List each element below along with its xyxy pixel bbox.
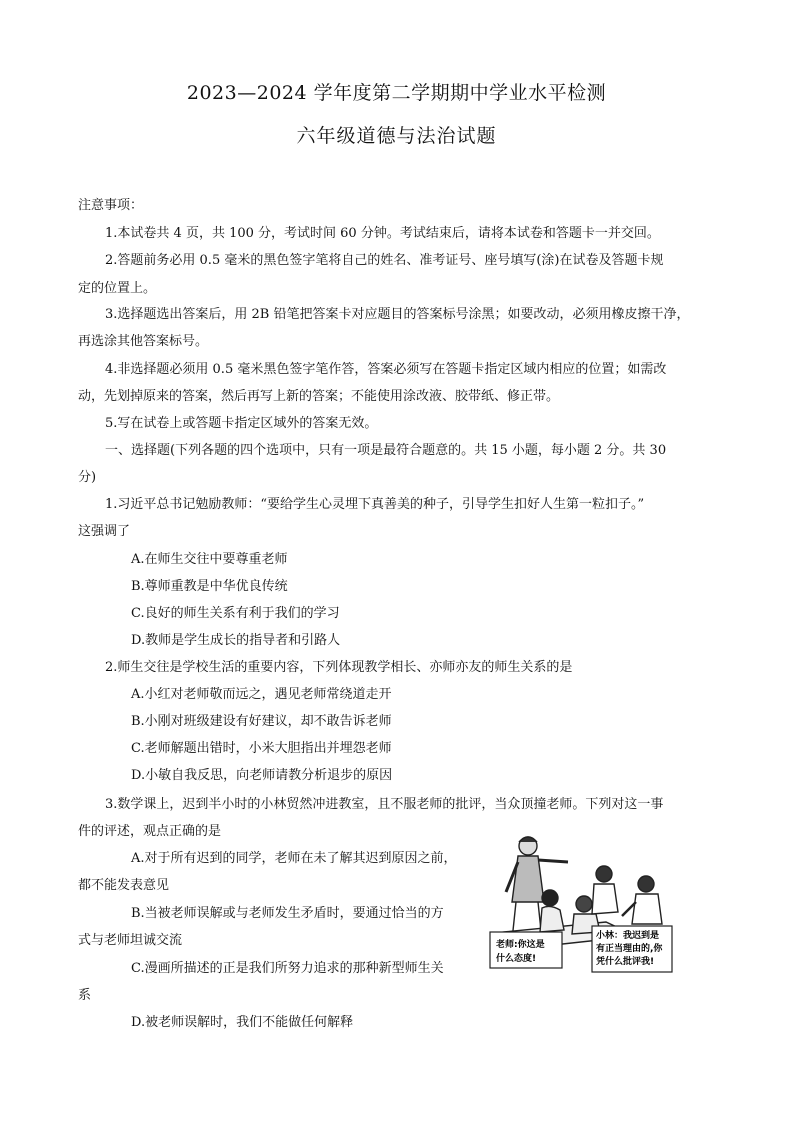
- notice-item-3-line-1: 3.选择题选出答案后，用 2B 铅笔把答案卡对应题目的答案标号涂黑；如要改动，必须用橡皮擦干净，: [105, 307, 690, 322]
- student-figure-xiaolin: [622, 876, 662, 924]
- question-3-option-a-line-2: 都不能发表意见: [78, 878, 170, 893]
- question-1-stem-line-2: 这强调了: [78, 524, 131, 539]
- student-bubble-line-1: 小林：我迟到是: [596, 931, 660, 941]
- question-1-option-d: D.教师是学生成长的指导者和引路人: [131, 633, 341, 648]
- section-heading-line-2: 分): [78, 470, 97, 485]
- question-3-option-d: D.被老师误解时，我们不能做任何解释: [131, 1015, 354, 1030]
- question-2-option-d: D.小敏自我反思，向老师请教分析退步的原因: [131, 768, 393, 783]
- question-1-stem-line-1: 1.习近平总书记勉励教师：“要给学生心灵埋下真善美的种子，引导学生扣好人生第一粒扣子。”: [105, 497, 645, 512]
- notice-item-5: 5.写在试卷上或答题卡指定区域外的答案无效。: [105, 416, 378, 431]
- notice-item-4-line-1: 4.非选择题必须用 0.5 毫米黑色签字笔作答，答案必须写在答题卡指定区域内相应的位置；如需改: [105, 362, 667, 377]
- question-3-stem-line-2: 件的评述，观点正确的是: [78, 824, 222, 839]
- question-3-stem-line-1: 3.数学课上，迟到半小时的小林贸然冲进教室，且不服老师的批评，当众顶撞老师。下列对这一事: [105, 797, 664, 812]
- notice-item-4-line-2: 动，先划掉原来的答案，然后再写上新的答案；不能使用涂改液、胶带纸、修正带。: [78, 389, 560, 404]
- question-3-option-c-line-1: C.漫画所描述的正是我们所努力追求的那种新型师生关: [131, 961, 444, 976]
- question-2-option-c: C.老师解题出错时，小米大胆指出并埋怨老师: [131, 741, 392, 756]
- question-1-option-c: C.良好的师生关系有利于我们的学习: [131, 606, 340, 621]
- question-3-option-a-line-1: A.对于所有迟到的同学，老师在未了解其迟到原因之前，: [131, 851, 457, 866]
- notice-heading: 注意事项：: [78, 198, 144, 213]
- student-figure-1: [540, 890, 564, 932]
- question-2-option-a: A.小红对老师敬而远之，遇见老师常绕道走开: [131, 687, 392, 702]
- question-3-option-b-line-1: B.当被老师误解或与老师发生矛盾时，要通过恰当的方: [131, 906, 444, 921]
- question-3-option-b-line-2: 式与老师坦诚交流: [78, 933, 183, 948]
- notice-item-2-line-2: 定的位置上。: [78, 281, 157, 296]
- cartoon-illustration: [486, 832, 674, 980]
- student-bubble-line-2: 有正当理由的,你: [596, 944, 663, 954]
- teacher-bubble-line-1: 老师:你这是: [496, 940, 545, 950]
- question-3-option-c-line-2: 系: [78, 988, 92, 1003]
- question-1-option-b: B.尊师重教是中华优良传统: [131, 579, 288, 594]
- section-heading-line-1: 一、选择题(下列各题的四个选项中，只有一项是最符合题意的。共 15 小题，每小题 2 分。共 30: [105, 443, 667, 458]
- student-bubble-line-3: 凭什么批评我!: [596, 957, 655, 967]
- notice-item-2-line-1: 2.答题前务必用 0.5 毫米的黑色签字笔将自己的姓名、准考证号、座号填写(涂)在试卷及答题卡规: [105, 253, 664, 268]
- exam-title: 2023—2024 学年度第二学期期中学业水平检测: [186, 82, 607, 104]
- exam-subtitle: 六年级道德与法治试题: [296, 125, 497, 147]
- question-2-stem: 2.师生交往是学校生活的重要内容，下列体现教学相长、亦师亦友的师生关系的是: [105, 660, 573, 675]
- question-2-option-b: B.小刚对班级建设有好建议，却不敢告诉老师: [131, 714, 392, 729]
- notice-item-3-line-2: 再选涂其他答案标号。: [78, 334, 209, 349]
- teacher-bubble-line-2: 什么态度!: [496, 954, 537, 964]
- question-1-option-a: A.在师生交往中要尊重老师: [131, 552, 288, 567]
- notice-item-1: 1.本试卷共 4 页，共 100 分，考试时间 60 分钟。考试结束后，请将本试卷和答题卡一并交回。: [105, 226, 660, 241]
- student-figure-3: [592, 866, 618, 914]
